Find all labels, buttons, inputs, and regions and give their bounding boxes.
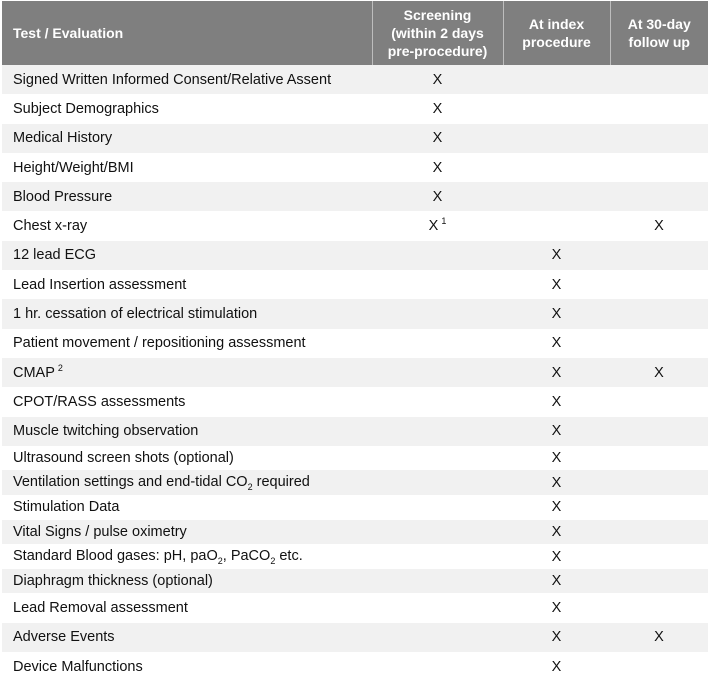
label-text: Medical History	[13, 130, 113, 147]
index-procedure-mark	[503, 569, 610, 594]
row-label	[2, 299, 372, 328]
subscript: 2	[247, 481, 253, 492]
x-mark: X	[432, 71, 443, 88]
footnote-marker: 2	[57, 362, 63, 373]
label-text: Stimulation Data	[13, 499, 120, 516]
x-mark: X	[551, 548, 562, 565]
row-label	[2, 241, 372, 270]
row-label	[2, 329, 372, 358]
index-procedure-mark	[503, 299, 610, 328]
x-mark: X	[654, 629, 664, 646]
table-row	[2, 65, 708, 94]
screening-mark	[372, 593, 503, 622]
x-mark: X	[551, 450, 562, 467]
label-text: Lead Removal assessment	[13, 600, 188, 617]
header-screening-line3: pre-procedure)	[387, 43, 488, 59]
follow-up-mark	[610, 182, 708, 211]
label-text: Diaphragm thickness (optional)	[13, 573, 213, 590]
follow-up-mark	[610, 299, 708, 328]
x-mark: X	[551, 474, 562, 491]
label-text: Device Malfunctions	[13, 658, 143, 675]
table-row	[2, 652, 708, 681]
x-mark: X	[432, 130, 443, 147]
table-row	[2, 417, 708, 446]
row-label	[2, 593, 372, 622]
x-mark: X	[551, 276, 562, 293]
x-mark: X	[551, 658, 562, 675]
screening-mark	[372, 241, 503, 270]
screening-mark	[372, 182, 503, 211]
screening-mark	[372, 153, 503, 182]
label-text: Patient movement / repositioning assessment	[13, 335, 306, 352]
index-procedure-mark	[503, 446, 610, 471]
screening-mark	[372, 387, 503, 416]
label-text: Ventilation settings and end-tidal CO	[13, 473, 248, 490]
screening-mark	[372, 124, 503, 153]
x-mark: X	[432, 100, 443, 117]
screening-mark	[372, 211, 503, 240]
follow-up-mark	[610, 446, 708, 471]
table-row	[2, 520, 708, 545]
follow-up-mark	[610, 652, 708, 681]
row-label	[2, 495, 372, 520]
follow-up-mark	[610, 94, 708, 123]
table-row	[2, 329, 708, 358]
label-text: Chest x-ray	[13, 218, 88, 235]
row-label	[2, 94, 372, 123]
index-procedure-mark	[503, 652, 610, 681]
screening-mark	[372, 358, 503, 387]
x-mark: X	[551, 423, 562, 440]
label-text: 12 lead ECG	[13, 247, 97, 264]
follow-up-mark	[610, 241, 708, 270]
label-text: required	[252, 473, 310, 490]
screening-mark	[372, 329, 503, 358]
row-label	[2, 387, 372, 416]
follow-up-mark	[610, 569, 708, 594]
table-row	[2, 153, 708, 182]
index-procedure-mark	[503, 211, 610, 240]
row-label	[2, 446, 372, 471]
footnote-marker: 1	[441, 216, 447, 227]
label-text: etc.	[275, 547, 303, 564]
screening-mark	[372, 299, 503, 328]
label-text: Height/Weight/BMI	[13, 159, 134, 176]
x-mark: X	[551, 600, 562, 617]
row-label	[2, 470, 372, 495]
subscript: 2	[270, 555, 276, 566]
table-row	[2, 470, 708, 495]
x-mark: X	[551, 573, 562, 590]
table-row	[2, 182, 708, 211]
screening-mark	[372, 652, 503, 681]
x-mark: X	[551, 499, 562, 516]
follow-up-mark	[610, 495, 708, 520]
header-test-evaluation: Test / Evaluation	[2, 1, 372, 65]
table-row	[2, 94, 708, 123]
table-row	[2, 495, 708, 520]
follow-up-mark	[610, 520, 708, 545]
row-label	[2, 652, 372, 681]
row-label	[2, 520, 372, 545]
x-mark: X	[432, 159, 443, 176]
follow-up-mark	[610, 270, 708, 299]
header-screening-line2: (within 2 days	[391, 25, 484, 41]
screening-mark	[372, 446, 503, 471]
table-row	[2, 446, 708, 471]
index-procedure-mark	[503, 124, 610, 153]
row-label	[2, 124, 372, 153]
header-index-line1: At index	[528, 16, 585, 32]
subscript: 2	[217, 555, 223, 566]
header-followup-line1: At 30-day	[627, 16, 691, 32]
x-mark: X	[551, 393, 562, 410]
header-screening-line1: Screening	[403, 7, 472, 23]
screening-mark	[372, 520, 503, 545]
row-label	[2, 417, 372, 446]
table-row	[2, 593, 708, 622]
label-text: CPOT/RASS assessments	[13, 393, 186, 410]
screening-mark	[372, 270, 503, 299]
index-procedure-mark	[503, 387, 610, 416]
index-procedure-mark	[503, 270, 610, 299]
follow-up-mark	[610, 124, 708, 153]
index-procedure-mark	[503, 470, 610, 495]
follow-up-mark	[610, 329, 708, 358]
row-label	[2, 544, 372, 569]
table-row	[2, 544, 708, 569]
index-procedure-mark	[503, 593, 610, 622]
row-label	[2, 358, 372, 387]
label-text: 1 hr. cessation of electrical stimulation	[13, 306, 258, 323]
screening-mark	[372, 495, 503, 520]
row-label	[2, 623, 372, 652]
label-text: Muscle twitching observation	[13, 423, 199, 440]
table-row	[2, 623, 708, 652]
index-procedure-mark	[503, 94, 610, 123]
x-mark: X	[551, 335, 562, 352]
x-mark: X	[551, 629, 562, 646]
x-mark: X	[551, 306, 562, 323]
index-procedure-mark	[503, 417, 610, 446]
x-mark: X	[432, 188, 443, 205]
label-text: Standard Blood gases: pH, paO	[13, 547, 218, 564]
row-label	[2, 270, 372, 299]
index-procedure-mark	[503, 65, 610, 94]
follow-up-mark	[610, 387, 708, 416]
row-label	[2, 569, 372, 594]
x-mark: X	[551, 247, 562, 264]
index-procedure-mark	[503, 520, 610, 545]
header-30-day-follow-up	[610, 1, 708, 65]
x-mark: X	[654, 218, 664, 235]
header-row	[2, 1, 708, 65]
label-text: Subject Demographics	[13, 100, 159, 117]
index-procedure-mark	[503, 182, 610, 211]
index-procedure-mark	[503, 241, 610, 270]
x-mark: X	[428, 218, 439, 235]
label-text: , PaCO	[222, 547, 271, 564]
table-row	[2, 270, 708, 299]
index-procedure-mark	[503, 544, 610, 569]
label-text: Signed Written Informed Consent/Relative Assent	[13, 71, 332, 88]
table-row	[2, 569, 708, 594]
screening-mark	[372, 569, 503, 594]
table-body	[2, 65, 708, 681]
table-row	[2, 387, 708, 416]
label-text: CMAP	[13, 364, 55, 381]
follow-up-mark	[610, 65, 708, 94]
follow-up-mark	[610, 358, 708, 387]
screening-mark	[372, 470, 503, 495]
screening-mark	[372, 65, 503, 94]
label-text: Blood Pressure	[13, 188, 113, 205]
follow-up-mark	[610, 211, 708, 240]
table-row	[2, 358, 708, 387]
index-procedure-mark	[503, 153, 610, 182]
header-index-procedure	[503, 1, 610, 65]
index-procedure-mark	[503, 358, 610, 387]
label-text: Adverse Events	[13, 629, 115, 646]
table-row	[2, 241, 708, 270]
follow-up-mark	[610, 623, 708, 652]
header-screening	[372, 1, 503, 65]
follow-up-mark	[610, 470, 708, 495]
follow-up-mark	[610, 417, 708, 446]
screening-mark	[372, 623, 503, 652]
label-text: Lead Insertion assessment	[13, 276, 187, 293]
table-row	[2, 299, 708, 328]
index-procedure-mark	[503, 623, 610, 652]
screening-mark	[372, 94, 503, 123]
row-label	[2, 182, 372, 211]
row-label	[2, 153, 372, 182]
table-row	[2, 211, 708, 240]
evaluation-schedule-table	[2, 1, 708, 681]
label-text: Ultrasound screen shots (optional)	[13, 450, 234, 467]
screening-mark	[372, 417, 503, 446]
x-mark: X	[551, 364, 562, 381]
follow-up-mark	[610, 153, 708, 182]
table-row	[2, 124, 708, 153]
screening-mark	[372, 544, 503, 569]
row-label	[2, 211, 372, 240]
header-index-line2: procedure	[522, 34, 591, 50]
row-label	[2, 65, 372, 94]
header-followup-line2: follow up	[628, 34, 690, 50]
index-procedure-mark	[503, 329, 610, 358]
x-mark: X	[551, 523, 562, 540]
index-procedure-mark	[503, 495, 610, 520]
x-mark: X	[654, 364, 664, 381]
follow-up-mark	[610, 593, 708, 622]
label-text: Vital Signs / pulse oximetry	[13, 523, 187, 540]
follow-up-mark	[610, 544, 708, 569]
